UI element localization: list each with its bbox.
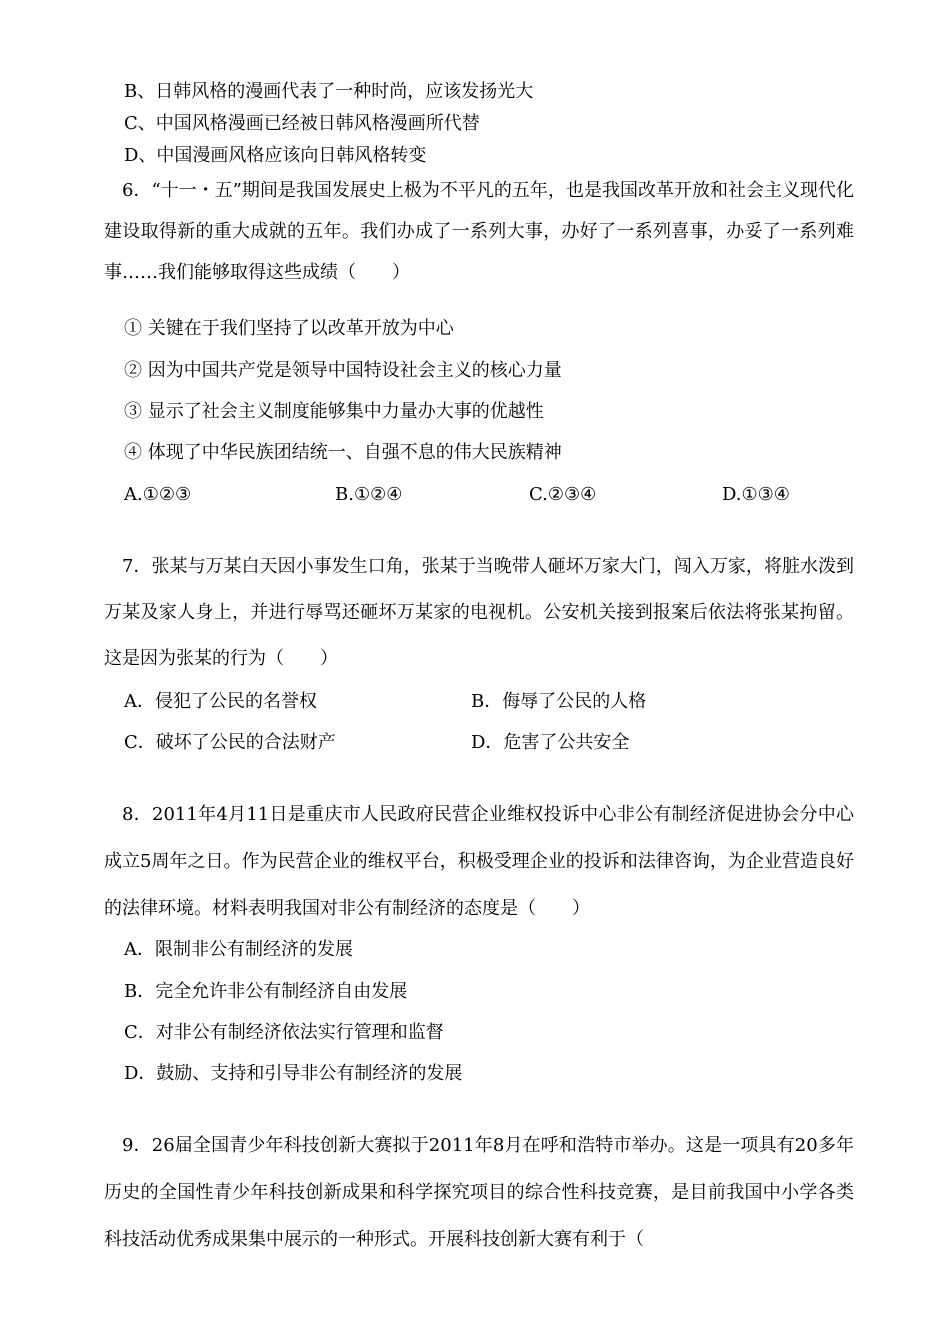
q7-stem: 7．张某与万某白天因小事发生口角，张某于当晚带人砸坏万家大门，闯入万家，将脏水泼到万某及家人身上，并进行辱骂还砸坏万某家的电视机。公安机关接到报案后依法将张某拘留。这是因为张某的行为（ ） [104, 556, 854, 669]
q8-stem: 8．2011年4月11日是重庆市人民政府民营企业维权投诉中心非公有制经济促进协会分中心成立5周年之日。作为民营企业的维权平台，积极受理企业的投诉和法律咨询，为企业营造良好的法律环境。材料表明我国对非公有制经济的态度是（ ） [104, 804, 854, 919]
q9-stem: 9．26届全国青少年科技创新大赛拟于2011年8月在呼和浩特市举办。这是一项具有20多年历史的全国性青少年科技创新成果和科学探究项目的综合性科技竞赛，是目前我国中小学各类科技活动优秀成果集中展示的一种形式。开展科技创新大赛有利于（ [104, 1135, 854, 1250]
q5-option-d: D、中国漫画风格应该向日韩风格转变 [124, 145, 427, 166]
q8-option-d: D．鼓励、支持和引导非公有制经济的发展 [124, 1063, 463, 1084]
q8-option-c: C．对非公有制经济依法实行管理和监督 [124, 1022, 444, 1043]
q6-item-3: ③ 显示了社会主义制度能够集中力量办大事的优越性 [124, 401, 544, 422]
q7-option-c: C．破坏了公民的合法财产 [124, 732, 336, 753]
q6-option-d: D.①③④ [722, 484, 790, 505]
q6-option-b: B.①②④ [335, 484, 403, 505]
q6-stem: 6．“十一・五”期间是我国发展史上极为不平凡的五年，也是我国改革开放和社会主义现代化建设取得新的重大成就的五年。我们办成了一系列大事，办好了一系列喜事，办妥了一系列难事……我们能够取得这些成绩（ ） [104, 180, 854, 283]
q8-option-b: B．完全允许非公有制经济自由发展 [124, 981, 408, 1002]
q6-item-4: ④ 体现了中华民族团结统一、自强不息的伟大民族精神 [124, 442, 562, 463]
q7-option-a: A．侵犯了公民的名誉权 [124, 691, 317, 712]
q5-option-c: C、中国风格漫画已经被日韩风格漫画所代替 [124, 113, 480, 134]
q6-option-c: C.②③④ [529, 484, 597, 505]
q5-option-b: B、日韩风格的漫画代表了一种时尚，应该发扬光大 [124, 81, 534, 102]
q7-option-b: B．侮辱了公民的人格 [471, 691, 647, 712]
q8-option-a: A．限制非公有制经济的发展 [124, 939, 353, 960]
q6-item-2: ② 因为中国共产党是领导中国特设社会主义的核心力量 [124, 360, 562, 381]
q7-option-d: D．危害了公共安全 [471, 732, 630, 753]
q6-item-1: ① 关键在于我们坚持了以改革开放为中心 [124, 318, 454, 339]
q6-option-a: A.①②③ [124, 484, 192, 505]
